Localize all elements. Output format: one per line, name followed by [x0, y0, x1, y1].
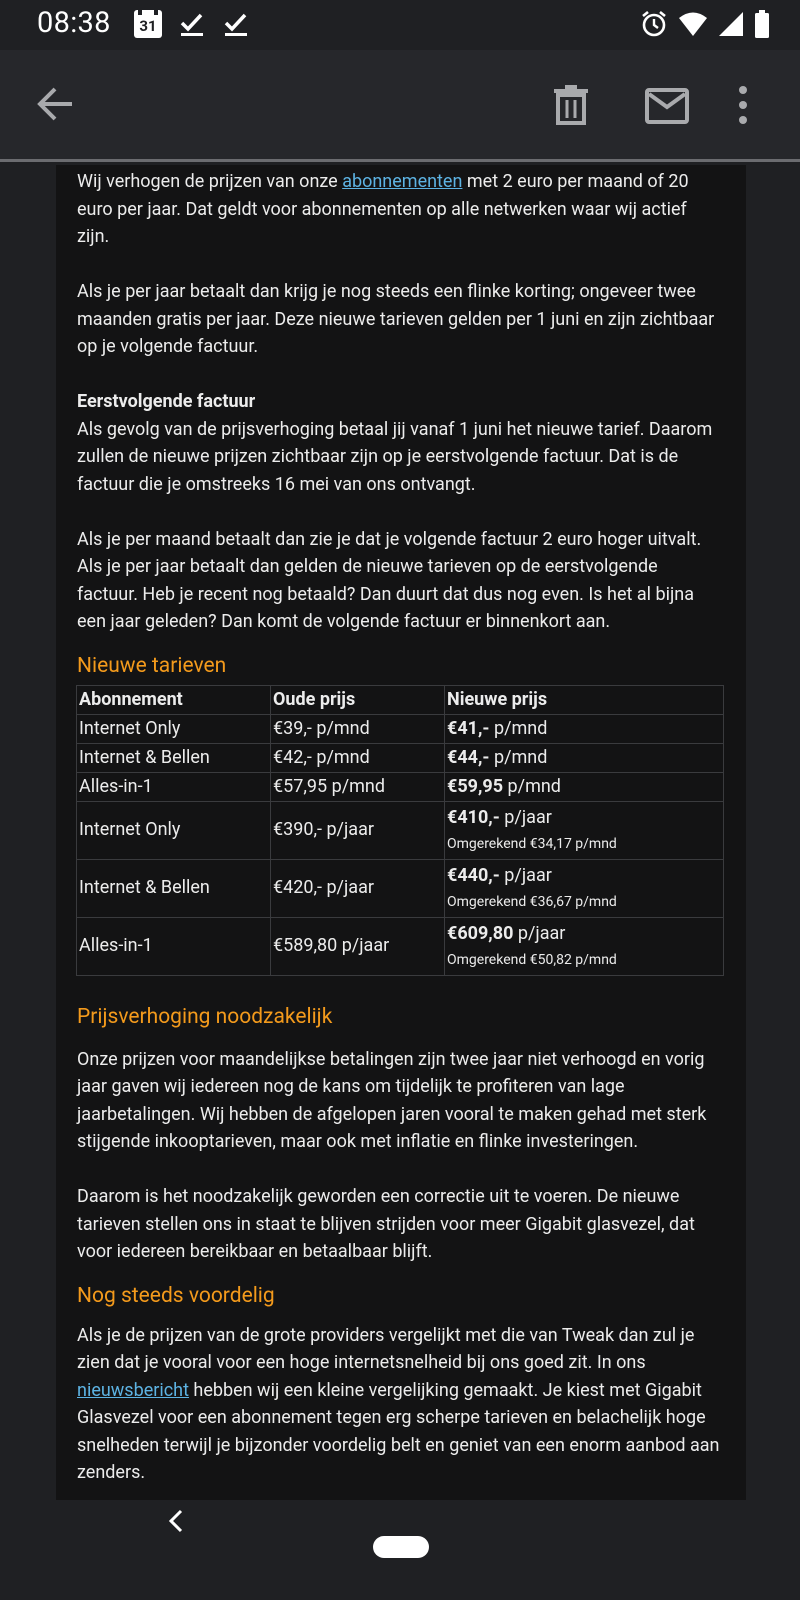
check-done-icon — [222, 10, 250, 38]
link-abonnementen[interactable]: abonnementen — [342, 171, 463, 192]
email-content — [77, 168, 723, 1487]
more-vertical-icon[interactable] — [736, 85, 750, 125]
monthly-equivalent: Omgerekend €36,67 p/mnd — [447, 893, 617, 910]
heading-invoice: Eerstvolgende factuur — [77, 391, 256, 412]
app-bar — [0, 50, 800, 162]
mail-icon[interactable] — [645, 88, 689, 124]
table-row — [77, 917, 724, 975]
table-row — [77, 772, 724, 801]
cell-plan: Internet Only — [77, 801, 271, 859]
wifi-icon — [678, 11, 708, 37]
cell-signal-icon — [718, 11, 744, 37]
cell-plan: Internet & Bellen — [77, 743, 271, 772]
paragraph-necessary: Onze prijzen voor maandelijkse betalingen zijn twee jaar niet verhoogd en vorig jaar gaven wij iedereen nog de kans om tijdelijk te profiteren van lage jaarbetalingen. Wij hebben de afgelopen jaren vooral te maken gehad met sterk stijgende inkooptarieven, maar ook met inflatie en flinke investeringen. — [77, 1048, 707, 1152]
calendar-icon: 31 — [134, 10, 162, 38]
paragraph-discount: Als je per jaar betaalt dan krijg je nog steeds een flinke korting; ongeveer twee maanden gratis per jaar. Deze nieuwe tarieven gelden per 1 juni en zijn zichtbaar op je volgende factuur. — [77, 281, 715, 357]
col-header-new: Nieuwe prijs — [445, 685, 724, 714]
cell-old-price: €589,80 p/jaar — [271, 917, 445, 975]
table-row — [77, 859, 724, 917]
rates-table — [76, 685, 724, 976]
paragraph-correction: Daarom is het noodzakelijk geworden een correctie uit te voeren. De nieuwe tarieven stellen ons in staat te blijven strijden voor meer Gigabit glasvezel, dat voor iedereen bereikbaar en betaalbaar blijft. — [77, 1186, 695, 1262]
cell-old-price: €420,- p/jaar — [271, 859, 445, 917]
table-header-row — [77, 685, 724, 714]
table-row — [77, 743, 724, 772]
nav-home-pill[interactable] — [373, 1536, 429, 1558]
heading-necessary: Prijsverhoging noodzakelijk — [77, 1004, 333, 1029]
status-time: 08:38 — [37, 6, 111, 40]
cell-plan: Internet Only — [77, 714, 271, 743]
cell-old-price: €390,- p/jaar — [271, 801, 445, 859]
heading-new-rates: Nieuwe tarieven — [77, 653, 227, 678]
battery-icon — [754, 10, 770, 38]
monthly-equivalent: Omgerekend €50,82 p/mnd — [447, 951, 617, 968]
paragraph-intro: Wij verhogen de prijzen van onze abonnementen met 2 euro per maand of 20 euro per jaar. Dat geldt voor abonnementen op alle netwerken waar wij actief zijn. — [77, 171, 689, 247]
cell-old-price: €39,- p/mnd — [271, 714, 445, 743]
table-row — [77, 714, 724, 743]
paragraph-billing: Als je per maand betaalt dan zie je dat je volgende factuur 2 euro hoger uitvalt. Als je per jaar betaalt dan gelden de nieuwe tarieven op de eerstvolgende factuur. Heb je recent nog betaald? Dan duurt dat dus nog even. Is het al bijna een jaar geleden? Dan komt de volgende factuur er binnenkort aan. — [77, 528, 702, 632]
trash-icon[interactable] — [550, 84, 592, 126]
cell-plan: Alles-in-1 — [77, 772, 271, 801]
alarm-icon — [640, 10, 668, 38]
cell-new-price: €410,- p/jaar Omgerekend €34,17 p/mnd — [445, 801, 724, 859]
paragraph-invoice: Als gevolg van de prijsverhoging betaal jij vanaf 1 juni het nieuwe tarief. Daarom zullen de nieuwe prijzen zichtbaar zijn op je eerstvolgende factuur. Dat is de factuur die je omstreeks 16 mei van ons ontvangt. — [77, 418, 713, 495]
system-nav-bar — [0, 1500, 800, 1600]
table-row — [77, 801, 724, 859]
email-body-viewport[interactable] — [0, 165, 800, 1500]
cell-old-price: €57,95 p/mnd — [271, 772, 445, 801]
nav-back-icon[interactable] — [166, 1509, 186, 1533]
cell-new-price: €44,- p/mnd — [445, 743, 724, 772]
col-header-plan: Abonnement — [77, 685, 271, 714]
cell-old-price: €42,- p/mnd — [271, 743, 445, 772]
status-bar — [0, 0, 800, 50]
link-nieuwsbericht[interactable]: nieuwsbericht — [77, 1379, 189, 1401]
arrow-left-icon[interactable] — [34, 82, 78, 126]
heading-advantage: Nog steeds voordelig — [77, 1283, 275, 1308]
paragraph-advantage: Als je de prijzen van de grote providers vergelijkt met die van Tweak dan zul je zien dat je vooral voor een hoge internetsnelheid bij ons goed zit. In ons nieuwsbericht hebben wij een kleine vergelijking gemaakt. Je kiest met Gigabit Glasvezel voor een abonnement tegen erg scherpe tarieven en belachelijk hoge snelheden terwijl je bijzonder voordelig belt en geniet van een enorm aanbod aan zenders. — [77, 1324, 720, 1483]
cell-new-price: €59,95 p/mnd — [445, 772, 724, 801]
cell-new-price: €440,- p/jaar Omgerekend €36,67 p/mnd — [445, 859, 724, 917]
check-done-icon — [178, 10, 206, 38]
cell-plan: Alles-in-1 — [77, 917, 271, 975]
cell-plan: Internet & Bellen — [77, 859, 271, 917]
monthly-equivalent: Omgerekend €34,17 p/mnd — [447, 835, 617, 852]
cell-new-price: €41,- p/mnd — [445, 714, 724, 743]
col-header-old: Oude prijs — [271, 685, 445, 714]
cell-new-price: €609,80 p/jaar Omgerekend €50,82 p/mnd — [445, 917, 724, 975]
